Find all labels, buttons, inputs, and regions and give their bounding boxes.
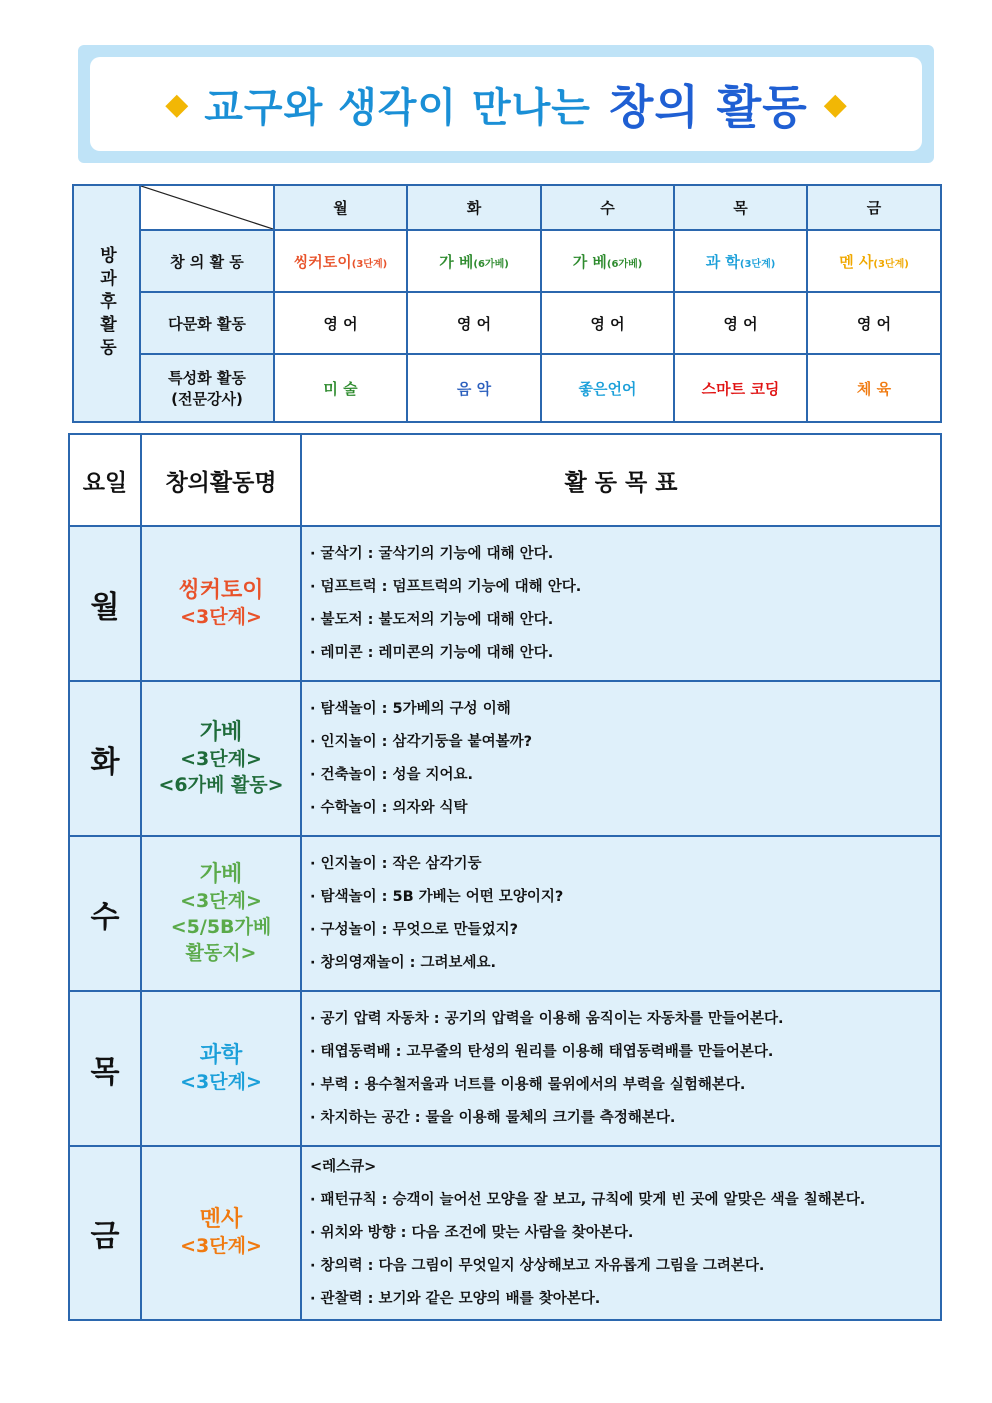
schedule-cell: 영 어 [807,292,941,354]
goal-item: · 공기 압력 자동차 : 공기의 압력을 이용해 움직이는 자동차를 만들어본다. [310,1010,784,1027]
goal-item: · 레미콘 : 레미콘의 기능에 대해 안다. [310,644,554,661]
activity-level: <3단계> [180,747,262,770]
goal-list [301,681,941,836]
goal-item: · 수학놀이 : 의자와 식탁 [310,799,468,816]
activity-level: <3단계> [180,889,262,912]
goal-item: · 탐색놀이 : 5B 가베는 어떤 모양이지? [310,888,564,905]
goal-list [301,1146,941,1320]
schedule-cell: 미 술 [274,354,407,422]
diamond-right-icon: ◆ [823,86,847,122]
schedule-cell: 가 베(6가베) [541,230,674,292]
goal-item: · 위치와 방향 : 다음 조건에 맞는 사람을 찾아본다. [310,1224,634,1241]
activity-level: <6가베 활동> [158,773,284,796]
schedule-cell: 체 육 [807,354,941,422]
goal-day: 월 [69,526,141,681]
diamond-left-icon: ◆ [165,86,189,122]
schedule-day-header: 월 [274,185,407,230]
goal-item: · 인지놀이 : 작은 삼각기둥 [310,855,482,872]
schedule-row-label: 다문화 활동 [140,292,274,354]
schedule-cell: 음 악 [407,354,541,422]
schedule-cell: 영 어 [541,292,674,354]
goals-table [68,433,942,1321]
schedule-table [72,184,942,423]
goal-item: · 태엽동력배 : 고무줄의 탄성의 원리를 이용해 태엽동력배를 만들어본다. [310,1043,774,1060]
goals-header-day: 요일 [69,434,141,526]
activity-name [141,1146,301,1320]
activity-name [141,526,301,681]
schedule-corner-cell [140,185,274,230]
goal-item: · 불도저 : 불도저의 기능에 대해 안다. [310,611,554,628]
schedule-cell: 영 어 [674,292,807,354]
schedule-cell: 가 베(6가베) [407,230,541,292]
goal-item: · 창의영재놀이 : 그려보세요. [310,954,497,971]
goal-item: · 부력 : 용수철저울과 너트를 이용해 물위에서의 부력을 실험해본다. [310,1076,746,1093]
activity-level: <3단계> [180,1070,262,1093]
goal-row [69,991,941,1146]
goals-header-goal: 활 동 목 표 [301,434,941,526]
goal-item: · 패턴규칙 : 승객이 늘어선 모양을 잘 보고, 규칙에 맞게 빈 곳에 알맞은 색을 칠해본다. [310,1191,866,1208]
goal-list [301,526,941,681]
activity-title: 과학 [199,1042,243,1068]
goal-item: · 관찰력 : 보기와 같은 모양의 배를 찾아본다. [310,1290,601,1307]
goal-day: 수 [69,836,141,991]
diagonal-line [141,186,273,229]
title-banner-inner [90,57,922,151]
schedule-cell: 스마트 코딩 [674,354,807,422]
page-title-main: 교구와 생각이 만나는 [204,84,591,131]
schedule-day-header: 화 [407,185,541,230]
goal-item: · 탐색놀이 : 5가베의 구성 이해 [310,700,511,717]
activity-name [141,836,301,991]
goal-list [301,991,941,1146]
goal-day: 금 [69,1146,141,1320]
activity-title: 멘사 [199,1207,243,1232]
goal-item: · 인지놀이 : 삼각기둥을 붙여볼까? [310,733,533,750]
activity-title: 씽커토이 [178,577,264,603]
activity-name [141,991,301,1146]
schedule-day-header: 목 [674,185,807,230]
schedule-cell: 과 학(3단계) [674,230,807,292]
goal-item: · 구성놀이 : 무엇으로 만들었지? [310,921,518,938]
schedule-day-header: 금 [807,185,941,230]
schedule-row-label: 창 의 활 동 [140,230,274,292]
schedule-row-label: 특성화 활동 (전문강사) [140,354,274,422]
schedule-cell: 영 어 [407,292,541,354]
activity-level: <3단계> [180,605,262,628]
goal-item: · 굴삭기 : 굴삭기의 기능에 대해 안다. [310,545,554,562]
goal-item: <레스큐> [310,1158,377,1175]
goal-item: · 차지하는 공간 : 물을 이용해 물체의 크기를 측정해본다. [310,1109,676,1126]
goal-day: 목 [69,991,141,1146]
schedule-cell: 영 어 [274,292,407,354]
activity-name [141,681,301,836]
schedule-side-label: 방과후활동 [73,185,140,422]
goal-row [69,836,941,991]
goal-row [69,526,941,681]
goal-item: · 창의력 : 다음 그림이 무엇일지 상상해보고 자유롭게 그림을 그려본다. [310,1257,765,1274]
schedule-cell: 좋은언어 [541,354,674,422]
goal-list [301,836,941,991]
activity-level: 활동지> [185,941,257,964]
page-title-highlight: 창의 활동 [608,80,808,134]
goal-day: 화 [69,681,141,836]
goals-header-name: 창의활동명 [141,434,301,526]
goal-row [69,1146,941,1320]
schedule-day-header: 수 [541,185,674,230]
title-banner [78,45,934,163]
activity-level: <3단계> [180,1235,262,1257]
goal-row [69,681,941,836]
activity-title: 가베 [199,719,243,745]
schedule-cell: 씽커토이(3단계) [274,230,407,292]
schedule-cell: 멘 사(3단계) [807,230,941,292]
goal-item: · 덤프트럭 : 덤프트럭의 기능에 대해 안다. [310,578,582,595]
activity-level: <5/5B가베 [170,915,272,938]
activity-title: 가베 [199,861,243,887]
goal-item: · 건축놀이 : 성을 지어요. [310,766,474,783]
